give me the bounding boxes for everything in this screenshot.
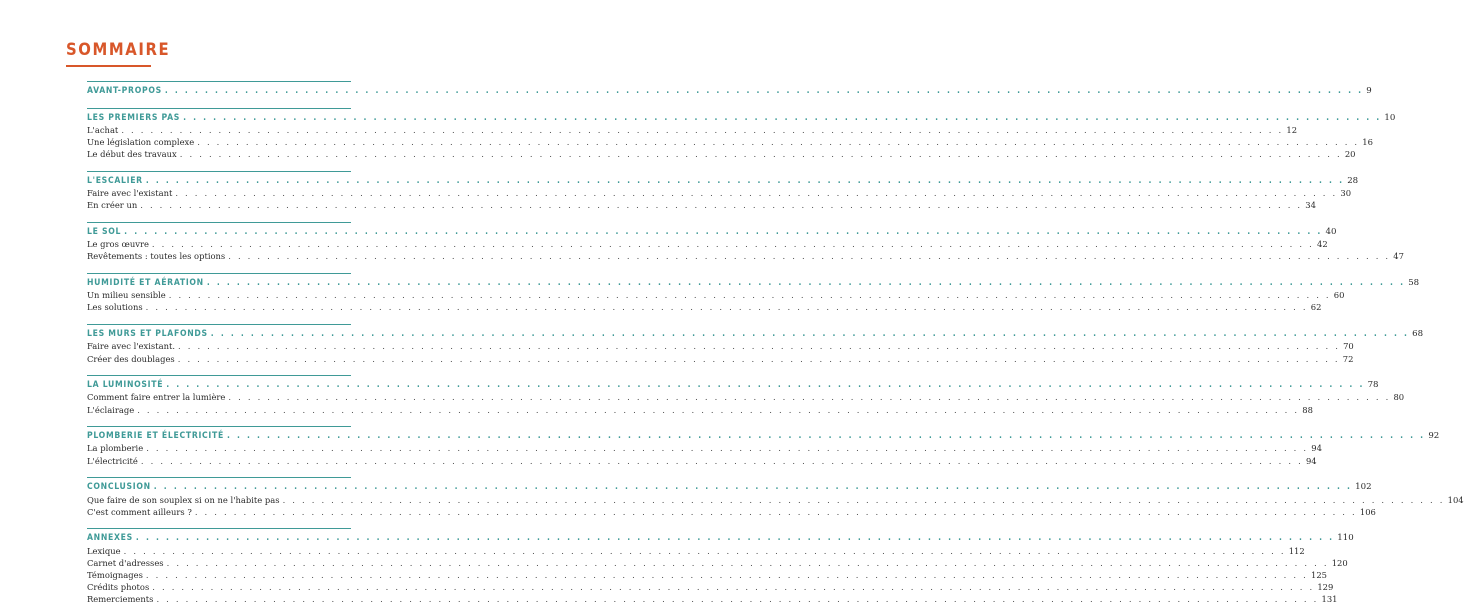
toc-section: [87, 222, 1404, 263]
page-number: 102: [1355, 482, 1372, 493]
page-number: 78: [1367, 380, 1379, 391]
page-number: 10: [1384, 112, 1396, 123]
dot-leader: . . . . . . . . . . . . . . . . . . . . . . . . . . . . . . . . . . . . . . . . . . . . . . . . . . . . . . . . . . . . . . . . . . . . . . . . . . . . . . . . . . . . . . . . . . . . . . . . . . . . . . . . . . . . . . . . . . . . . . . .: [177, 353, 1340, 364]
page-number: 62: [1310, 302, 1322, 313]
dot-leader: . . . . . . . . . . . . . . . . . . . . . . . . . . . . . . . . . . . . . . . . . . . . . . . . . . . . . . . . . . . . . . . . . . . . . . . . . . . . . . . . . . . . . . . . . . . . . . . . . . . . . . . . . . . . . . . . . . . . . . . .: [228, 392, 1391, 403]
section-heading: LE SOL: [87, 227, 122, 237]
entry-label: Que faire de son souplex si on ne l'habite pas: [87, 494, 280, 505]
section-heading: ANNEXES: [87, 533, 133, 544]
page-number: 88: [1302, 404, 1313, 415]
page-number: 131: [1321, 594, 1338, 605]
page-number: 92: [1428, 431, 1440, 442]
dot-leader: . . . . . . . . . . . . . . . . . . . . . . . . . . . . . . . . . . . . . . . . . . . . . . . . . . . . . . . . . . . . . . . . . . . . . . . . . . . . . . . . . . . . . . . . . . . . . . . . . . . . . . . . . . . . . . . . . . . . . . . .: [206, 278, 1406, 289]
dot-leader: . . . . . . . . . . . . . . . . . . . . . . . . . . . . . . . . . . . . . . . . . . . . . . . . . . . . . . . . . . . . . . . . . . . . . . . . . . . . . . . . . . . . . . . . . . . . . . . . . . . . . . . . . . . . . . . . . . . . . . . .: [166, 557, 1329, 568]
page-number: 30: [1340, 188, 1352, 199]
section-heading: LES PREMIERS PAS: [87, 112, 181, 123]
page-number: 106: [1359, 506, 1376, 517]
page-number: 34: [1305, 200, 1316, 211]
page-number: 104: [1447, 494, 1464, 505]
page-number: 20: [1344, 149, 1356, 160]
entry-label: C'est comment ailleurs ?: [87, 506, 192, 517]
page-number: 94: [1305, 455, 1317, 466]
page-number: 68: [1412, 329, 1424, 340]
entry-label: Un milieu sensible: [87, 290, 166, 301]
toc-entry: [87, 455, 1317, 467]
toc-entry: [87, 340, 1354, 352]
toc-entry: [87, 442, 1322, 454]
toc-section: [87, 81, 1372, 97]
page-number: 60: [1333, 290, 1345, 301]
entry-label: Une législation complexe: [87, 137, 195, 148]
toc-section: [87, 426, 1440, 467]
section-heading-row: [87, 328, 1424, 340]
entry-label: Le gros œuvre: [87, 239, 149, 250]
toc-entry: [87, 136, 1373, 148]
dot-leader: . . . . . . . . . . . . . . . . . . . . . . . . . . . . . . . . . . . . . . . . . . . . . . . . . . . . . . . . . . . . . . . . . . . . . . . . . . . . . . . . . . . . . . . . . . . . . . . . . . . . . . . . . . . . . . . . . . . . . . . .: [164, 86, 1364, 96]
page-number: 47: [1393, 251, 1404, 262]
page-number: 110: [1337, 533, 1354, 544]
page-number: 58: [1408, 278, 1420, 289]
entry-label: L'achat: [87, 124, 119, 135]
title-underline: [66, 65, 151, 67]
page-number: 72: [1342, 353, 1354, 364]
entry-label: La plomberie: [87, 443, 144, 454]
dot-leader: . . . . . . . . . . . . . . . . . . . . . . . . . . . . . . . . . . . . . . . . . . . . . . . . . . . . . . . . . . . . . . . . . . . . . . . . . . . . . . . . . . . . . . . . . . . . . . . . . . . . . . . . . . . . . . . . . . . . . . . .: [178, 341, 1341, 352]
dot-leader: . . . . . . . . . . . . . . . . . . . . . . . . . . . . . . . . . . . . . . . . . . . . . . . . . . . . . . . . . . . . . . . . . . . . . . . . . . . . . . . . . . . . . . . . . . . . . . . . . . . . . . . . . . . . . . . . . . . . . . . .: [140, 200, 1303, 211]
entry-label: Revêtements : toutes les options: [87, 251, 226, 262]
dot-leader: . . . . . . . . . . . . . . . . . . . . . . . . . . . . . . . . . . . . . . . . . . . . . . . . . . . . . . . . . . . . . . . . . . . . . . . . . . . . . . . . . . . . . . . . . . . . . . . . . . . . . . . . . . . . . . . . . . . . . . . .: [123, 545, 1286, 556]
toc-section: [87, 171, 1359, 212]
section-heading-row: [87, 481, 1372, 493]
toc-entry: [87, 494, 1464, 506]
toc-entry: [87, 124, 1298, 136]
dot-leader: . . . . . . . . . . . . . . . . . . . . . . . . . . . . . . . . . . . . . . . . . . . . . . . . . . . . . . . . . . . . . . . . . . . . . . . . . . . . . . . . . . . . . . . . . . . . . . . . . . . . . . . . . . . . . . . . . . . . . . . .: [183, 112, 1382, 123]
dot-leader: . . . . . . . . . . . . . . . . . . . . . . . . . . . . . . . . . . . . . . . . . . . . . . . . . . . . . . . . . . . . . . . . . . . . . . . . . . . . . . . . . . . . . . . . . . . . . . . . . . . . . . . . . . . . . . . . . . . . . . . .: [166, 380, 1365, 391]
dot-leader: . . . . . . . . . . . . . . . . . . . . . . . . . . . . . . . . . . . . . . . . . . . . . . . . . . . . . . . . . . . . . . . . . . . . . . . . . . . . . . . . . . . . . . . . . . . . . . . . . . . . . . . . . . . . . . . . . . . . . . . .: [156, 594, 1319, 605]
entry-label: En créer un: [87, 200, 138, 211]
entry-label: L'éclairage: [87, 404, 135, 415]
toc-entry: [87, 404, 1313, 416]
entry-label: Témoignages: [87, 569, 143, 580]
toc-entry: [87, 506, 1376, 518]
toc-entry: [87, 199, 1316, 211]
toc-section: [87, 528, 1354, 605]
toc-entry: [87, 250, 1404, 262]
dot-leader: . . . . . . . . . . . . . . . . . . . . . . . . . . . . . . . . . . . . . . . . . . . . . . . . . . . . . . . . . . . . . . . . . . . . . . . . . . . . . . . . . . . . . . . . . . . . . . . . . . . . . . . . . . . . . . . . . . . . . . . .: [194, 506, 1357, 517]
page-number: 42: [1316, 239, 1328, 250]
dot-leader: . . . . . . . . . . . . . . . . . . . . . . . . . . . . . . . . . . . . . . . . . . . . . . . . . . . . . . . . . . . . . . . . . . . . . . . . . . . . . . . . . . . . . . . . . . . . . . . . . . . . . . . . . . . . . . . . . . . . . . . .: [145, 175, 1345, 186]
entry-label: Faire avec l'existant.: [87, 341, 175, 352]
dot-leader: . . . . . . . . . . . . . . . . . . . . . . . . . . . . . . . . . . . . . . . . . . . . . . . . . . . . . . . . . . . . . . . . . . . . . . . . . . . . . . . . . . . . . . . . . . . . . . . . . . . . . . . . . . . . . . . . . . . . . . . .: [124, 227, 1323, 237]
page-number: 28: [1347, 175, 1359, 186]
entry-label: Créer des doublages: [87, 353, 175, 364]
page-number: 16: [1362, 137, 1373, 148]
section-heading-row: [87, 112, 1396, 124]
dot-leader: . . . . . . . . . . . . . . . . . . . . . . . . . . . . . . . . . . . . . . . . . . . . . . . . . . . . . . . . . . . . . . . . . . . . . . . . . . . . . . . . . . . . . . . . . . . . . . . . . . . . . . . . . . . . . . . . . . . . . . . .: [179, 149, 1342, 160]
section-heading: PLOMBERIE ET ÉLECTRICITÉ: [87, 431, 224, 442]
section-heading: LA LUMINOSITÉ: [87, 380, 164, 391]
dot-leader: . . . . . . . . . . . . . . . . . . . . . . . . . . . . . . . . . . . . . . . . . . . . . . . . . . . . . . . . . . . . . . . . . . . . . . . . . . . . . . . . . . . . . . . . . . . . . . . . . . . . . . . . . . . . . . . . . . . . . . . .: [145, 569, 1308, 580]
dot-leader: . . . . . . . . . . . . . . . . . . . . . . . . . . . . . . . . . . . . . . . . . . . . . . . . . . . . . . . . . . . . . . . . . . . . . . . . . . . . . . . . . . . . . . . . . . . . . . . . . . . . . . . . . . . . . . . . . . . . . . . .: [151, 239, 1314, 250]
entry-label: Carnet d'adresses: [87, 557, 164, 568]
dot-leader: . . . . . . . . . . . . . . . . . . . . . . . . . . . . . . . . . . . . . . . . . . . . . . . . . . . . . . . . . . . . . . . . . . . . . . . . . . . . . . . . . . . . . . . . . . . . . . . . . . . . . . . . . . . . . . . . . . . . . . . .: [153, 482, 1353, 493]
entry-label: Le début des travaux: [87, 149, 177, 160]
entry-label: Lexique: [87, 545, 121, 556]
toc-entry: [87, 353, 1354, 365]
dot-leader: . . . . . . . . . . . . . . . . . . . . . . . . . . . . . . . . . . . . . . . . . . . . . . . . . . . . . . . . . . . . . . . . . . . . . . . . . . . . . . . . . . . . . . . . . . . . . . . . . . . . . . . . . . . . . . . . . . . . . . . .: [282, 494, 1445, 505]
toc-entry: [87, 238, 1328, 250]
dot-leader: . . . . . . . . . . . . . . . . . . . . . . . . . . . . . . . . . . . . . . . . . . . . . . . . . . . . . . . . . . . . . . . . . . . . . . . . . . . . . . . . . . . . . . . . . . . . . . . . . . . . . . . . . . . . . . . . . . . . . . . .: [168, 290, 1331, 301]
toc-entry: [87, 593, 1338, 605]
dot-leader: . . . . . . . . . . . . . . . . . . . . . . . . . . . . . . . . . . . . . . . . . . . . . . . . . . . . . . . . . . . . . . . . . . . . . . . . . . . . . . . . . . . . . . . . . . . . . . . . . . . . . . . . . . . . . . . . . . . . . . . .: [175, 188, 1338, 199]
dot-leader: . . . . . . . . . . . . . . . . . . . . . . . . . . . . . . . . . . . . . . . . . . . . . . . . . . . . . . . . . . . . . . . . . . . . . . . . . . . . . . . . . . . . . . . . . . . . . . . . . . . . . . . . . . . . . . . . . . . . . . . .: [197, 137, 1360, 148]
toc-entry: [87, 391, 1405, 403]
dot-leader: . . . . . . . . . . . . . . . . . . . . . . . . . . . . . . . . . . . . . . . . . . . . . . . . . . . . . . . . . . . . . . . . . . . . . . . . . . . . . . . . . . . . . . . . . . . . . . . . . . . . . . . . . . . . . . . . . . . . . . . .: [226, 431, 1426, 442]
section-heading: CONCLUSION: [87, 482, 151, 493]
dot-leader: . . . . . . . . . . . . . . . . . . . . . . . . . . . . . . . . . . . . . . . . . . . . . . . . . . . . . . . . . . . . . . . . . . . . . . . . . . . . . . . . . . . . . . . . . . . . . . . . . . . . . . . . . . . . . . . . . . . . . . . .: [228, 251, 1391, 262]
entry-label: Les solutions: [87, 302, 143, 313]
toc-entry: [87, 148, 1356, 160]
page-number: 9: [1366, 86, 1372, 96]
page-number: 125: [1310, 569, 1327, 580]
dot-leader: . . . . . . . . . . . . . . . . . . . . . . . . . . . . . . . . . . . . . . . . . . . . . . . . . . . . . . . . . . . . . . . . . . . . . . . . . . . . . . . . . . . . . . . . . . . . . . . . . . . . . . . . . . . . . . . . . . . . . . . .: [121, 124, 1284, 135]
toc-entry: [87, 187, 1352, 199]
toc-entry: [87, 581, 1334, 593]
dot-leader: . . . . . . . . . . . . . . . . . . . . . . . . . . . . . . . . . . . . . . . . . . . . . . . . . . . . . . . . . . . . . . . . . . . . . . . . . . . . . . . . . . . . . . . . . . . . . . . . . . . . . . . . . . . . . . . . . . . . . . . .: [152, 582, 1315, 593]
page-number: 112: [1288, 545, 1305, 556]
section-heading-row: [87, 532, 1354, 544]
toc-entry: [87, 569, 1327, 581]
page-title: SOMMAIRE: [66, 40, 171, 59]
dot-leader: . . . . . . . . . . . . . . . . . . . . . . . . . . . . . . . . . . . . . . . . . . . . . . . . . . . . . . . . . . . . . . . . . . . . . . . . . . . . . . . . . . . . . . . . . . . . . . . . . . . . . . . . . . . . . . . . . . . . . . . .: [146, 443, 1309, 454]
toc-section: [87, 375, 1405, 416]
dot-leader: . . . . . . . . . . . . . . . . . . . . . . . . . . . . . . . . . . . . . . . . . . . . . . . . . . . . . . . . . . . . . . . . . . . . . . . . . . . . . . . . . . . . . . . . . . . . . . . . . . . . . . . . . . . . . . . . . . . . . . . .: [140, 455, 1303, 466]
dot-leader: . . . . . . . . . . . . . . . . . . . . . . . . . . . . . . . . . . . . . . . . . . . . . . . . . . . . . . . . . . . . . . . . . . . . . . . . . . . . . . . . . . . . . . . . . . . . . . . . . . . . . . . . . . . . . . . . . . . . . . . .: [137, 404, 1300, 415]
page-number: 40: [1325, 227, 1337, 237]
toc-entry: [87, 289, 1345, 301]
entry-label: Faire avec l'existant: [87, 188, 173, 199]
table-of-contents: [87, 81, 1464, 606]
section-heading-row: [87, 430, 1440, 442]
toc-entry: [87, 557, 1348, 569]
section-heading-row: [87, 85, 1372, 97]
entry-label: L'électricité: [87, 455, 138, 466]
section-heading-row: [87, 277, 1420, 289]
dot-leader: . . . . . . . . . . . . . . . . . . . . . . . . . . . . . . . . . . . . . . . . . . . . . . . . . . . . . . . . . . . . . . . . . . . . . . . . . . . . . . . . . . . . . . . . . . . . . . . . . . . . . . . . . . . . . . . . . . . . . . . .: [210, 329, 1410, 340]
page-number: 129: [1317, 582, 1334, 593]
entry-label: Comment faire entrer la lumière: [87, 392, 226, 403]
page-number: 120: [1331, 557, 1348, 568]
toc-section: [87, 324, 1424, 365]
dot-leader: . . . . . . . . . . . . . . . . . . . . . . . . . . . . . . . . . . . . . . . . . . . . . . . . . . . . . . . . . . . . . . . . . . . . . . . . . . . . . . . . . . . . . . . . . . . . . . . . . . . . . . . . . . . . . . . . . . . . . . . .: [145, 302, 1308, 313]
section-heading-row: [87, 175, 1359, 187]
section-heading: L'ESCALIER: [87, 175, 143, 186]
section-heading-row: [87, 226, 1337, 238]
section-heading-row: [87, 379, 1379, 391]
page-number: 70: [1343, 341, 1354, 352]
toc-entry: [87, 301, 1322, 313]
dot-leader: . . . . . . . . . . . . . . . . . . . . . . . . . . . . . . . . . . . . . . . . . . . . . . . . . . . . . . . . . . . . . . . . . . . . . . . . . . . . . . . . . . . . . . . . . . . . . . . . . . . . . . . . . . . . . . . . . . . . . . . .: [135, 533, 1335, 544]
toc-section: [87, 108, 1396, 161]
section-heading: LES MURS ET PLAFONDS: [87, 329, 208, 340]
page-number: 12: [1286, 124, 1298, 135]
toc-section: [87, 273, 1420, 314]
section-heading: HUMIDITÉ ET AÉRATION: [87, 278, 204, 289]
page-number: 94: [1311, 443, 1322, 454]
page-number: 80: [1393, 392, 1405, 403]
entry-label: Remerciements: [87, 594, 154, 605]
toc-section: [87, 477, 1464, 518]
toc-entry: [87, 545, 1305, 557]
entry-label: Crédits photos: [87, 582, 150, 593]
section-heading: AVANT-PROPOS: [87, 86, 162, 96]
